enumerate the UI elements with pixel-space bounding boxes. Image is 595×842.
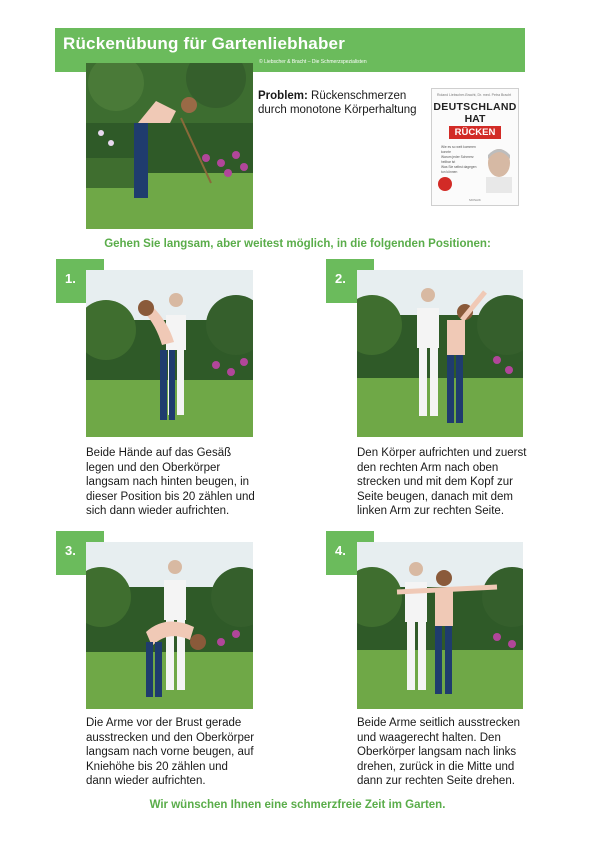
book-line: Wie es so weit kommen konnte — [441, 145, 476, 154]
instruction-heading: Gehen Sie langsam, aber weitest möglich, in die folgenden Positionen: — [104, 238, 491, 250]
book-sticker — [438, 177, 452, 191]
book-cover[interactable] — [431, 88, 519, 206]
step-number-badge: 2. — [326, 259, 374, 303]
problem-label: Problem: — [258, 90, 308, 102]
book-title-line2: HAT — [464, 113, 486, 125]
page-title: Rückenübung für Gartenliebhaber — [63, 34, 346, 53]
problem-statement — [258, 89, 428, 117]
book-line: Was Sie selbst dagegen tun können — [441, 165, 477, 174]
problem-text: Rückenschmerzen durch monotone Körperhaltung — [258, 90, 417, 116]
step-4-photo — [357, 542, 523, 709]
step-number-badge: 1. — [56, 259, 104, 303]
step-number-badge: 3. — [56, 531, 104, 575]
step-3-description: Die Arme vor der Brust gerade ausstrecken und den Oberkörper langsam nach vorne beugen, auf Kniehöhe bis 20 zählen und dann wieder aufrichten. — [86, 717, 255, 787]
book-title-line3: RÜCKEN — [449, 126, 501, 139]
copyright-credit: © Liebscher & Bracht – Die Schmerzspezialisten — [259, 59, 367, 65]
book-title-line1: DEUTSCHLAND — [433, 101, 517, 113]
step-2-photo — [357, 270, 523, 437]
author-portrait — [484, 147, 514, 193]
step-3-photo — [86, 542, 253, 709]
intro-photo-gardener — [86, 63, 253, 229]
book-line: Warum jeder Schmerz heilbar ist — [441, 155, 474, 164]
step-4-description: Beide Arme seitlich ausstrecken und waagerecht halten. Den Oberkörper langsam nach links drehen, zurück in die Mitte und dann zur rechten Seite drehen. — [357, 717, 520, 787]
book-publisher: MOSAIK — [469, 198, 481, 202]
book-subtitle-lines — [441, 145, 481, 175]
step-1-description: Beide Hände auf das Gesäß legen und den Oberkörper langsam nach hinten beugen, in dieser Position bis 20 zählen und sich dann wieder aufrichten. — [86, 447, 255, 517]
closing-message: Wir wünschen Ihnen eine schmerzfreie Zeit im Garten. — [149, 799, 446, 811]
book-authors: Roland Liebscher-Bracht, Dr. med. Petra Bracht — [437, 93, 512, 97]
step-number-badge: 4. — [326, 531, 374, 575]
step-2-description: Den Körper aufrichten und zuerst den rechten Arm nach oben strecken und mit dem Kopf zur Seite beugen, danach mit dem linken Arm zur rechten Seite. — [357, 447, 527, 517]
step-1-photo — [86, 270, 253, 437]
